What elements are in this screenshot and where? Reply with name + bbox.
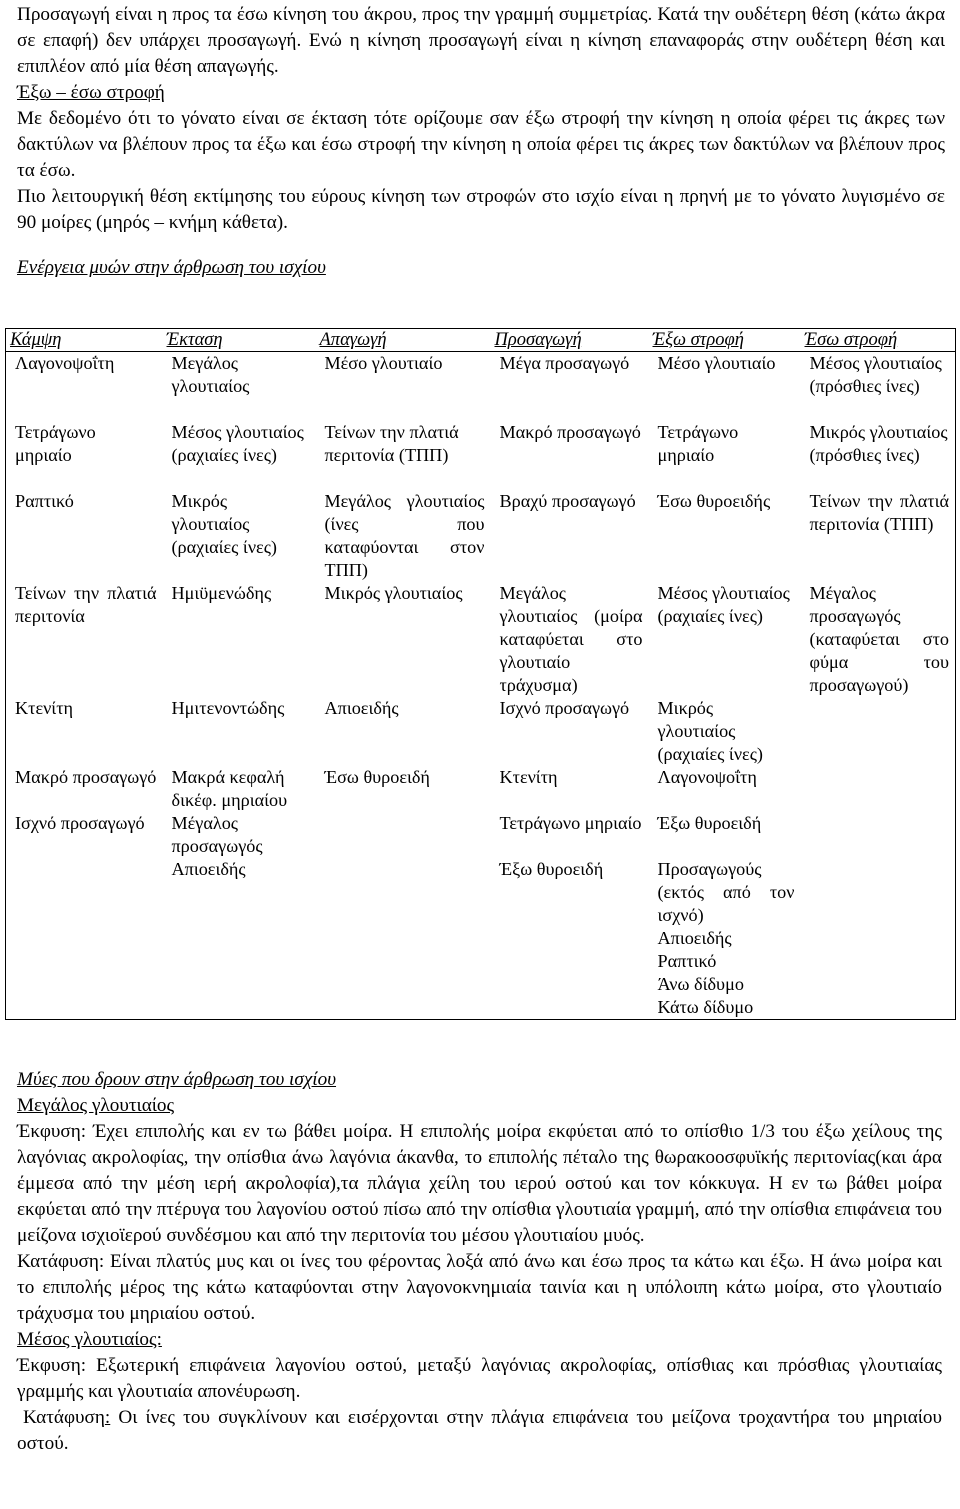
table-cell: Έσω θυροειδή <box>324 766 430 787</box>
gluteus-maximus-insertion: Κατάφυση: Είναι πλατύς μυς και οι ίνες του φέροντας λοξά από άνω και έσω προς τα κάτω και έξω. Η άνω μοίρα και το επιπολής μέρος της κάτω καταφύονται στην λαγονοκνημιαία ταινία και η υπόλοιπη κάτω μοίρα, στο γλουτιαίο τράχυσμα του μηριαίου οστού. <box>17 1251 942 1324</box>
table-cell: Απιοειδής <box>324 697 399 718</box>
table-cell <box>163 996 316 1020</box>
header-abduction: Απαγωγή <box>316 329 491 352</box>
intro-section <box>17 0 945 281</box>
table-cell: Μέσο γλουτιαίο <box>657 353 776 373</box>
table-cell: Μέσος γλουτιαίος (πρόσθιες ίνες) <box>809 353 942 396</box>
table-cell: Κτενίτη <box>15 697 74 718</box>
header-external-rotation: Έξω στροφή <box>649 329 801 352</box>
table-cell <box>491 950 649 973</box>
table-cell: Κτενίτη <box>499 766 558 787</box>
table-cell: Μακρά κεφαλή δικέφ. μηριαίου <box>171 766 288 810</box>
table-cell <box>491 927 649 950</box>
table-row <box>6 352 956 421</box>
insertion-colon: : <box>104 1407 111 1428</box>
table-row <box>6 697 956 766</box>
header-extension: Έκταση <box>163 329 316 352</box>
table-cell <box>163 927 316 950</box>
table-cell <box>316 996 491 1020</box>
gluteus-medius-insertion <box>17 1405 942 1457</box>
table-cell <box>801 996 956 1020</box>
table-row <box>6 490 956 582</box>
table-cell <box>316 927 491 950</box>
table-cell <box>316 950 491 973</box>
table-cell <box>6 858 163 927</box>
rotation-paragraph: Με δεδομένο ότι το γόνατο είναι σε έκταση τότε ορίζουμε σαν έξω στροφή την κίνηση η οποία φέρει τις άκρες των δακτύλων να βλέπουν προς τα έξω και έσω στροφή την κίνηση η οποία φέρει τις άκρες των δακτύλων να βλέπουν προς τα έσω. <box>17 108 945 181</box>
table-cell <box>801 950 956 973</box>
gluteus-medius-origin: Έκφυση: Εξωτερική επιφάνεια λαγονίου οστού, μεταξύ λαγόνιας ακρολοφίας, οπίσθιας και πρόσθιας γλουτιαίας γραμμής και γλουτιαία απονέυρωση. <box>17 1355 942 1402</box>
hip-muscles-title: Μύες που δρουν στην άρθρωση του ισχίου <box>17 1069 337 1090</box>
table-cell: Μικρός γλουτιαίος (ραχιαίες ίνες) <box>171 490 277 557</box>
table-row <box>6 421 956 490</box>
table-cell: Βραχύ προσαγωγό <box>499 490 636 511</box>
table-row <box>6 973 956 996</box>
insertion-text: Οι ίνες του συγκλίνουν και εισέρχονται στην πλάγια επιφάνεια του μείζονα τροχαντήρα του μηριαίου οστού. <box>17 1407 942 1454</box>
table-cell <box>801 697 956 766</box>
muscle-action-table <box>5 328 956 1020</box>
gluteus-maximus-origin: Έκφυση: Έχει επιπολής και εν τω βάθει μοίρα. Η επιπολής μοίρα εκφύεται από το οπίσθιο 1/3 του έξω χείλους της λαγόνιας ακρολοφίας, την οπίσθια άνω λαγόνια άκανθα, το επιπολής πέταλο της θωρακοοσφυϊκής περιτονίας(και άρα έμμεσα από την μέση ιερή ακρολοφία),τα πλάγια χείλη του ιερού οστού και τον κόκκυγα. Η εν τω βάθει μοίρα εκφύεται από την πτέρυγα του λαγονίου οστού πίσω από την οπίσθια γλουτιαία γραμμή, από την οπίσθια επιφάνεια του μείζονα ισχιοϊερού συνδέσμου και από την περιτονία του μέσου γλουτιαίου μυός. <box>17 1121 942 1246</box>
table-cell: Μέσος γλουτιαίος (ραχιαίες ίνες) <box>171 421 304 465</box>
table-cell: Έξω θυροειδή <box>499 858 604 879</box>
table-cell: Μέσο γλουτιαίο <box>324 353 443 373</box>
functional-position-paragraph: Πιο λειτουργική θέση εκτίμησης του εύρους κίνηση των στροφών στο ισχίο είναι η πρηνή με το γόνατο λυγισμένο σε 90 μοίρες (μηρός – κνήμη κάθετα). <box>17 186 945 233</box>
table-cell: Μεγάλος γλουτιαίος (μοίρα καταφύεται στο γλουτιαίο τράχυσμα) <box>499 582 643 695</box>
table-cell: Ραπτικό <box>657 950 717 971</box>
table-cell: Μέγαλος προσαγωγός <box>171 812 263 856</box>
table-cell: Τείνων την πλατιά περιτονία <box>15 582 157 626</box>
table-cell <box>6 996 163 1020</box>
table-cell: Μέγαλος προσαγωγός (καταφύεται στο φύμα του προσαγωγού) <box>809 582 949 695</box>
header-adduction: Προσαγωγή <box>491 329 649 352</box>
table-cell: Μέγα προσαγωγό <box>499 353 630 373</box>
table-cell <box>801 812 956 858</box>
table-cell: Μακρό προσαγωγό <box>499 421 641 442</box>
header-flexion: Κάμψη <box>6 329 163 352</box>
table-cell: Μικρός γλουτιαίος (πρόσθιες ίνες) <box>809 421 948 465</box>
section-title: Ενέργεια μυών στην άρθρωση του ισχίου <box>17 257 326 278</box>
table-cell: Μεγάλος γλουτιαίος (ίνες που καταφύονται στον ΤΠΠ) <box>324 490 485 580</box>
table-cell <box>801 766 956 812</box>
insertion-label: Κατάφυση <box>23 1407 105 1428</box>
table-cell <box>491 973 649 996</box>
table-cell <box>163 950 316 973</box>
table-cell: Ημιτενοντώδης <box>171 697 285 718</box>
table-row <box>6 582 956 697</box>
table-row <box>6 950 956 973</box>
table-cell: Ισχνό προσαγωγό <box>15 812 145 833</box>
table-cell: Άνω δίδυμο <box>657 973 744 994</box>
table-cell: Ραπτικό <box>15 490 74 511</box>
gluteus-maximus-heading: Μεγάλος γλουτιαίος <box>17 1095 175 1116</box>
table-cell <box>316 973 491 996</box>
table-cell: Προσαγωγούς (εκτός από τον ισχνό) <box>657 858 795 925</box>
table-cell: Μακρό προσαγωγό <box>15 766 157 787</box>
table-cell: Έξω θυροειδή <box>657 812 762 833</box>
adduction-paragraph: Προσαγωγή είναι η προς τα έσω κίνηση του άκρου, προς την γραμμή συμμετρίας. Κατά την ουδέτερη θέση (κάτω άκρα σε επαφή) δεν υπάρχει προσαγωγή. Ενώ η κίνηση προσαγωγή είναι η κίνηση επαναφοράς στην ουδέτερη θέση και επιπλέον από μία θέση απαγωγής. <box>17 4 945 77</box>
table-row <box>6 812 956 858</box>
hip-muscles-section <box>17 1067 942 1457</box>
table-cell <box>801 927 956 950</box>
table-cell: Τετράγωνο μηριαίο <box>657 421 739 465</box>
table-cell <box>801 973 956 996</box>
table-cell <box>6 950 163 973</box>
table-cell <box>6 973 163 996</box>
table-cell <box>6 927 163 950</box>
table-cell: Απιοειδής <box>657 927 732 948</box>
table-cell <box>316 858 491 927</box>
table-cell <box>491 996 649 1020</box>
table-cell: Τετράγωνο μηριαίο <box>499 812 642 833</box>
table-cell: Μικρός γλουτιαίος <box>324 582 463 603</box>
table-cell <box>163 973 316 996</box>
table-cell: Κάτω δίδυμο <box>657 996 754 1017</box>
table-cell <box>316 812 491 858</box>
table-cell: Μικρός γλουτιαίος (ραχιαίες ίνες) <box>657 697 763 764</box>
table-cell: Έσω θυροειδής <box>657 490 771 511</box>
table-row <box>6 766 956 812</box>
table-row <box>6 996 956 1020</box>
table-cell: Απιοειδής <box>171 858 246 879</box>
table-cell: Λαγονοψοΐτη <box>15 353 115 373</box>
table-cell: Μεγάλος γλουτιαίος <box>171 353 250 396</box>
table-row <box>6 927 956 950</box>
table-row <box>6 858 956 927</box>
table-header-row <box>6 329 956 352</box>
table-cell: Τείνων την πλατιά περιτονία (ΤΠΠ) <box>809 490 949 534</box>
table-cell: Τείνων την πλατιά περιτονία (ΤΠΠ) <box>324 421 459 465</box>
table-cell <box>801 858 956 927</box>
table-cell: Τετράγωνο μηριαίο <box>15 421 96 465</box>
table-cell: Λαγονοψοΐτη <box>657 766 757 787</box>
rotation-heading: Έξω – έσω στροφή <box>17 82 165 103</box>
table-cell: Ημιϋμενώδης <box>171 582 272 603</box>
gluteus-medius-heading: Μέσος γλουτιαίος: <box>17 1329 162 1350</box>
table-cell: Ισχνό προσαγωγό <box>499 697 630 718</box>
header-internal-rotation: Έσω στροφή <box>801 329 956 352</box>
table-cell: Μέσος γλουτιαίος (ραχιαίες ίνες) <box>657 582 790 626</box>
